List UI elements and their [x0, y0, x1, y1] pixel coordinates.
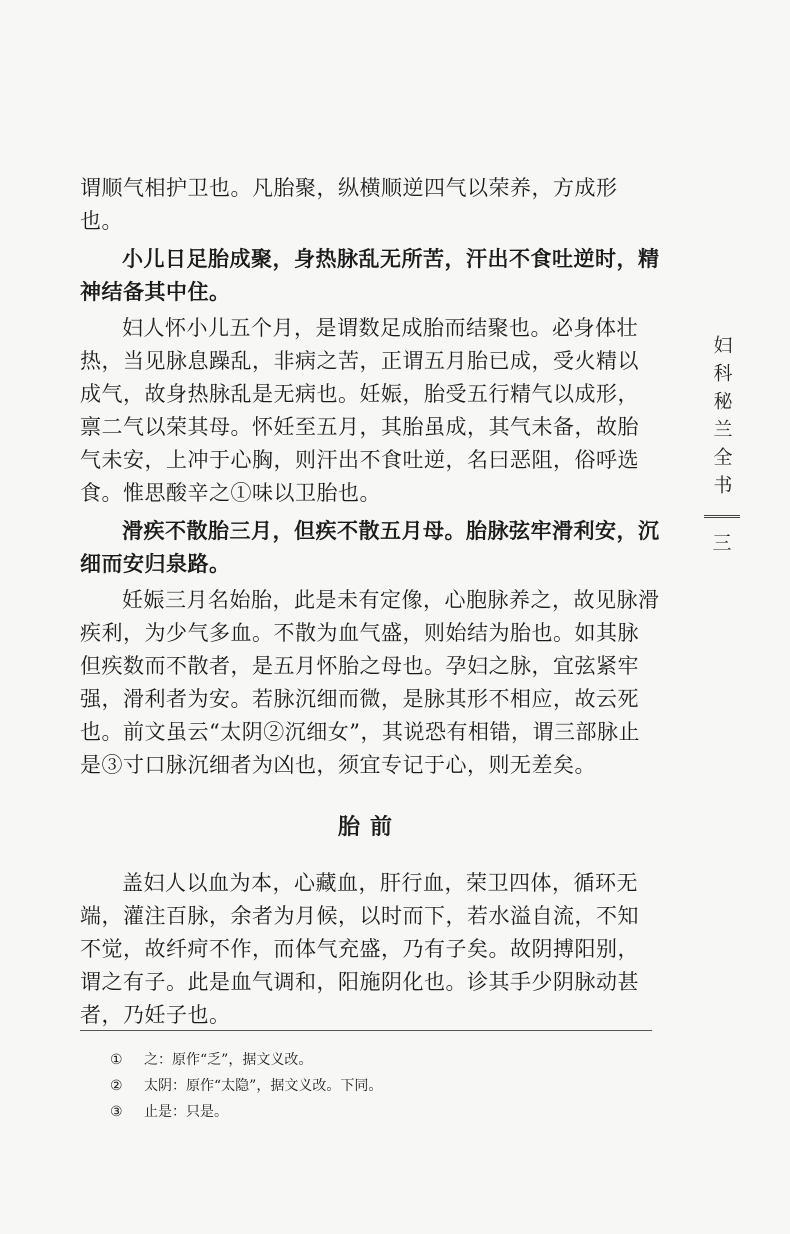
- verse-2: 滑疾不散胎三月，但疾不散五月母。胎脉弦牢滑利安，沉细而安归泉路。: [80, 518, 660, 576]
- footnote-number: ②: [110, 1078, 123, 1094]
- footnote: [110, 1047, 630, 1073]
- section-heading: 胎前: [337, 814, 402, 840]
- main-text: [80, 172, 660, 1036]
- page-number: 三: [712, 532, 732, 554]
- book-title: 妇科秘兰全书: [710, 335, 733, 503]
- footnote-number: ③: [110, 1104, 123, 1120]
- paragraph-3: 妊娠三月名始胎，此是未有定像，心胞脉养之，故见脉滑疾利，为少气多血。不散为血气盛，则始结为胎也。如其脉但疾数而不散者，是五月怀胎之母也。孕妇之脉，宜弦紧牢强，滑利者为安。若脉沉细而微，是脉其形不相应，故云死也。前文虽云“太阴②沉细女”，其说恐有相错，谓三部脉止是③寸口脉沉细者为凶也，须宜专记于心，则无差矣。: [80, 588, 660, 777]
- verse-1: 小儿日足胎成聚，身热脉乱无所苦，汗出不食吐逆时，精神结备其中住。: [80, 246, 660, 304]
- paragraph-4: 盖妇人以血为本，心藏血，肝行血，荣卫四体，循环无端，灌注百脉，余者为月候，以时而下，若水溢自流，不知不觉，故纤疴不作，而体气充盛，乃有子矣。故阴搏阳别，谓之有子。此是血气调和，阳施阴化也。诊其手少阴脉动甚者，乃妊子也。: [80, 871, 639, 1027]
- footnote-divider: [80, 1030, 652, 1031]
- footnotes: [110, 1047, 630, 1125]
- footnote-text: 太阴：原作“太隐”，据文义改。下同。: [144, 1078, 383, 1094]
- footnote-text: 止是：只是。: [144, 1104, 228, 1120]
- footnote: [110, 1073, 630, 1099]
- footnote-text: 之：原作“乏”，据文义改。: [144, 1052, 313, 1068]
- running-header: [708, 335, 736, 555]
- header-divider: [704, 515, 740, 518]
- footnote: [110, 1099, 630, 1125]
- paragraph-2: 妇人怀小儿五个月，是谓数足成胎而结聚也。必身体壮热，当见脉息躁乱，非病之苦，正谓五月胎已成，受火精以成气，故身热脉乱是无病也。妊娠，胎受五行精气以成形，禀二气以荣其母。怀妊至五月，其胎虽成，其气未备，故胎气未安，上冲于心胸，则汗出不食吐逆，名曰恶阻，俗呼选食。惟思酸辛之①味以卫胎也。: [80, 316, 639, 505]
- footnote-number: ①: [110, 1052, 123, 1068]
- paragraph-1: 谓顺气相护卫也。凡胎聚，纵横顺逆四气以荣养，方成形也。: [80, 176, 618, 233]
